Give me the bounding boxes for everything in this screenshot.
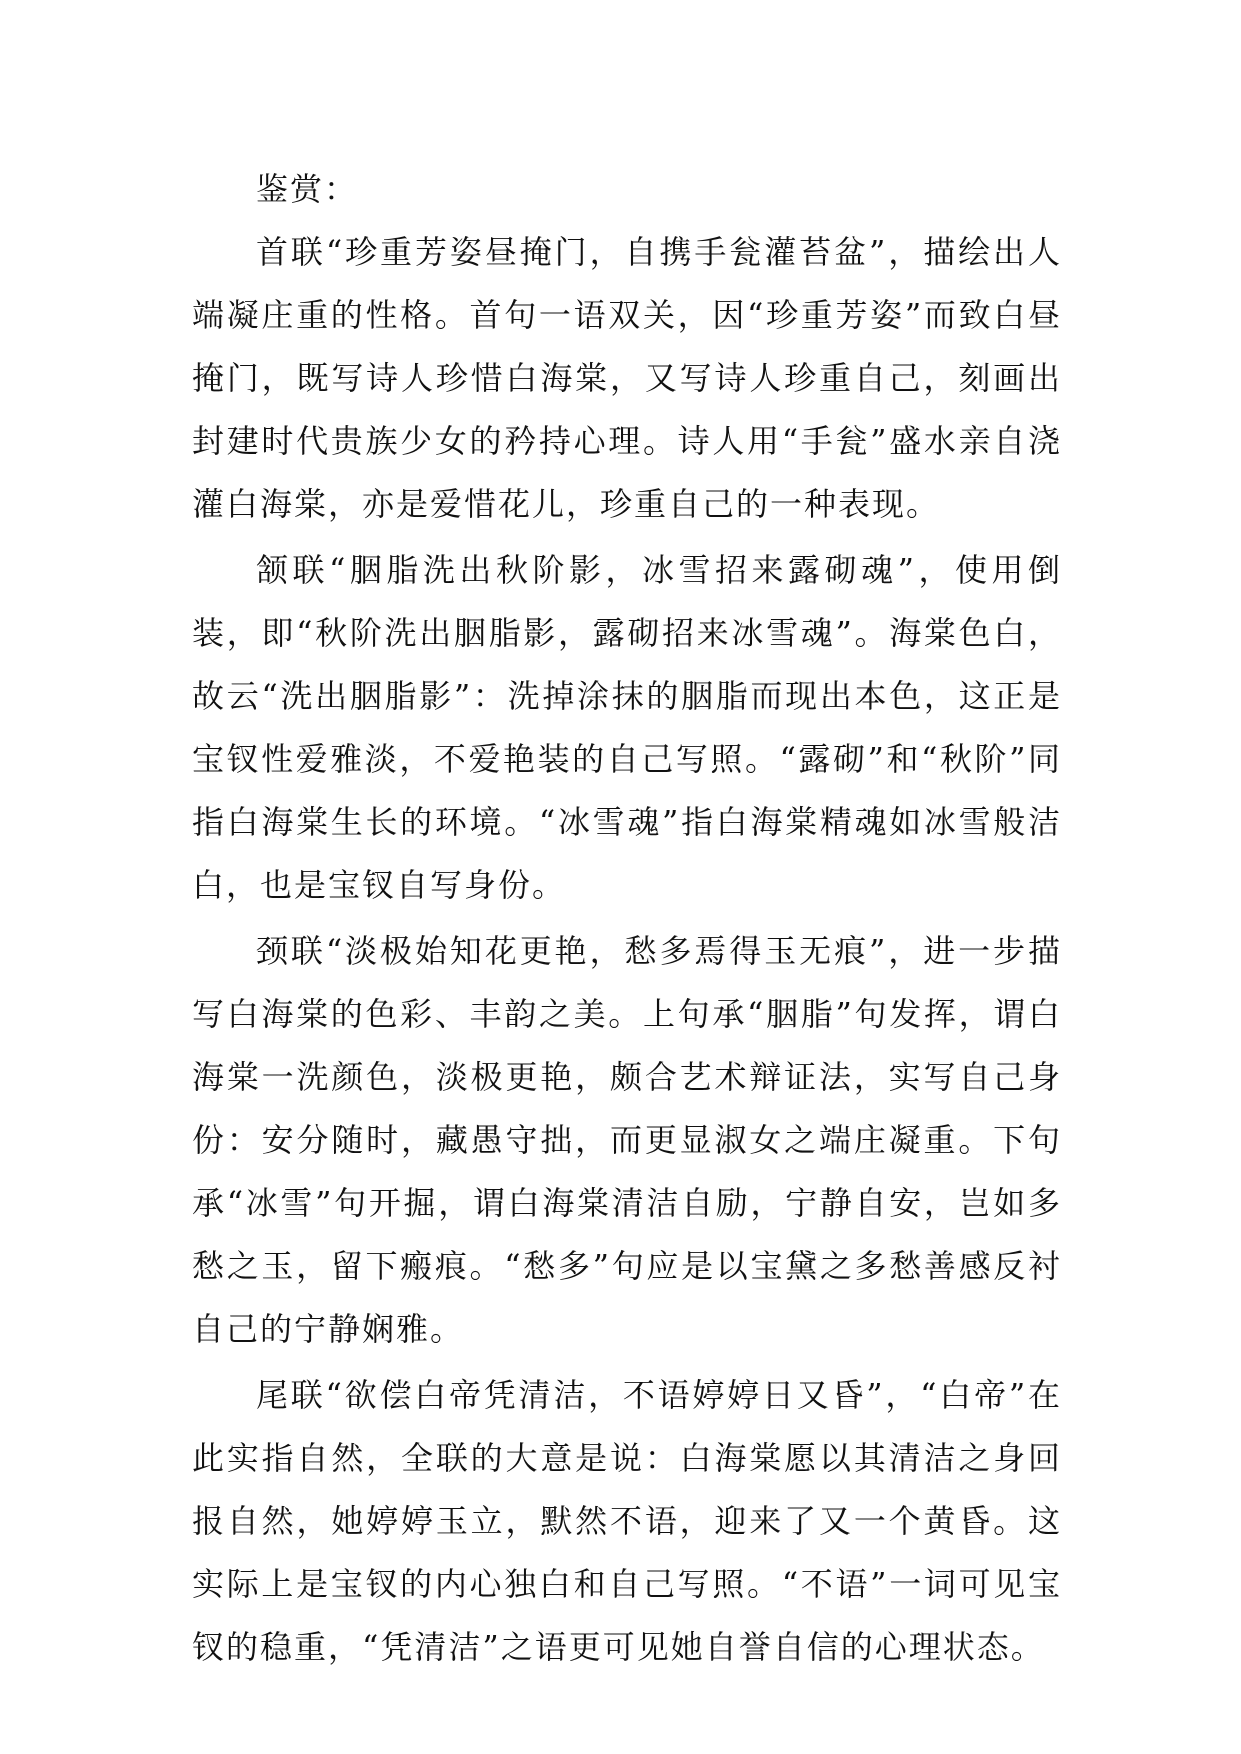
section-heading: 鉴赏： — [256, 170, 359, 208]
paragraph-final-couplet: 尾联“欲偿白帝凭清洁，不语婷婷日又昏”，“白帝”在此实指自然，全联的大意是说：白海棠愿以其清洁之身回报自然，她婷婷玉立，默然不语，迎来了又一个黄昏。这实际上是宝钗的内心独白和自己写照。“不语”一词可见宝钗的稳重，“凭清洁”之语更可见她自誉自信的心理状态。 — [192, 1376, 1062, 1666]
document-body — [192, 158, 1062, 1682]
paragraph-third-couplet: 颈联“淡极始知花更艳，愁多焉得玉无痕”，进一步描写白海棠的色彩、丰韵之美。上句承“胭脂”句发挥，谓白海棠一洗颜色，淡极更艳，颇合艺术辩证法，实写自己身份：安分随时，藏愚守拙，而更显淑女之端庄凝重。下句承“冰雪”句开掘，谓白海棠清洁自励，宁静自安，岂如多愁之玉，留下瘢痕。“愁多”句应是以宝黛之多愁善感反衬自己的宁静娴雅。 — [192, 932, 1062, 1348]
paragraph-first-couplet: 首联“珍重芳姿昼掩门，自携手瓮灌苔盆”，描绘出人端凝庄重的性格。首句一语双关，因“珍重芳姿”而致白昼掩门，既写诗人珍惜白海棠，又写诗人珍重自己，刻画出封建时代贵族少女的矜持心理。诗人用“手瓮”盛水亲自浇灌白海棠，亦是爱惜花儿，珍重自己的一种表现。 — [192, 233, 1062, 523]
paragraph-second-couplet: 颔联“胭脂洗出秋阶影，冰雪招来露砌魂”，使用倒装，即“秋阶洗出胭脂影，露砌招来冰雪魂”。海棠色白，故云“洗出胭脂影”：洗掉涂抹的胭脂而现出本色，这正是宝钗性爱雅淡，不爱艳装的自己写照。“露砌”和“秋阶”同指白海棠生长的环境。“冰雪魂”指白海棠精魂如冰雪般洁白，也是宝钗自写身份。 — [192, 551, 1062, 904]
